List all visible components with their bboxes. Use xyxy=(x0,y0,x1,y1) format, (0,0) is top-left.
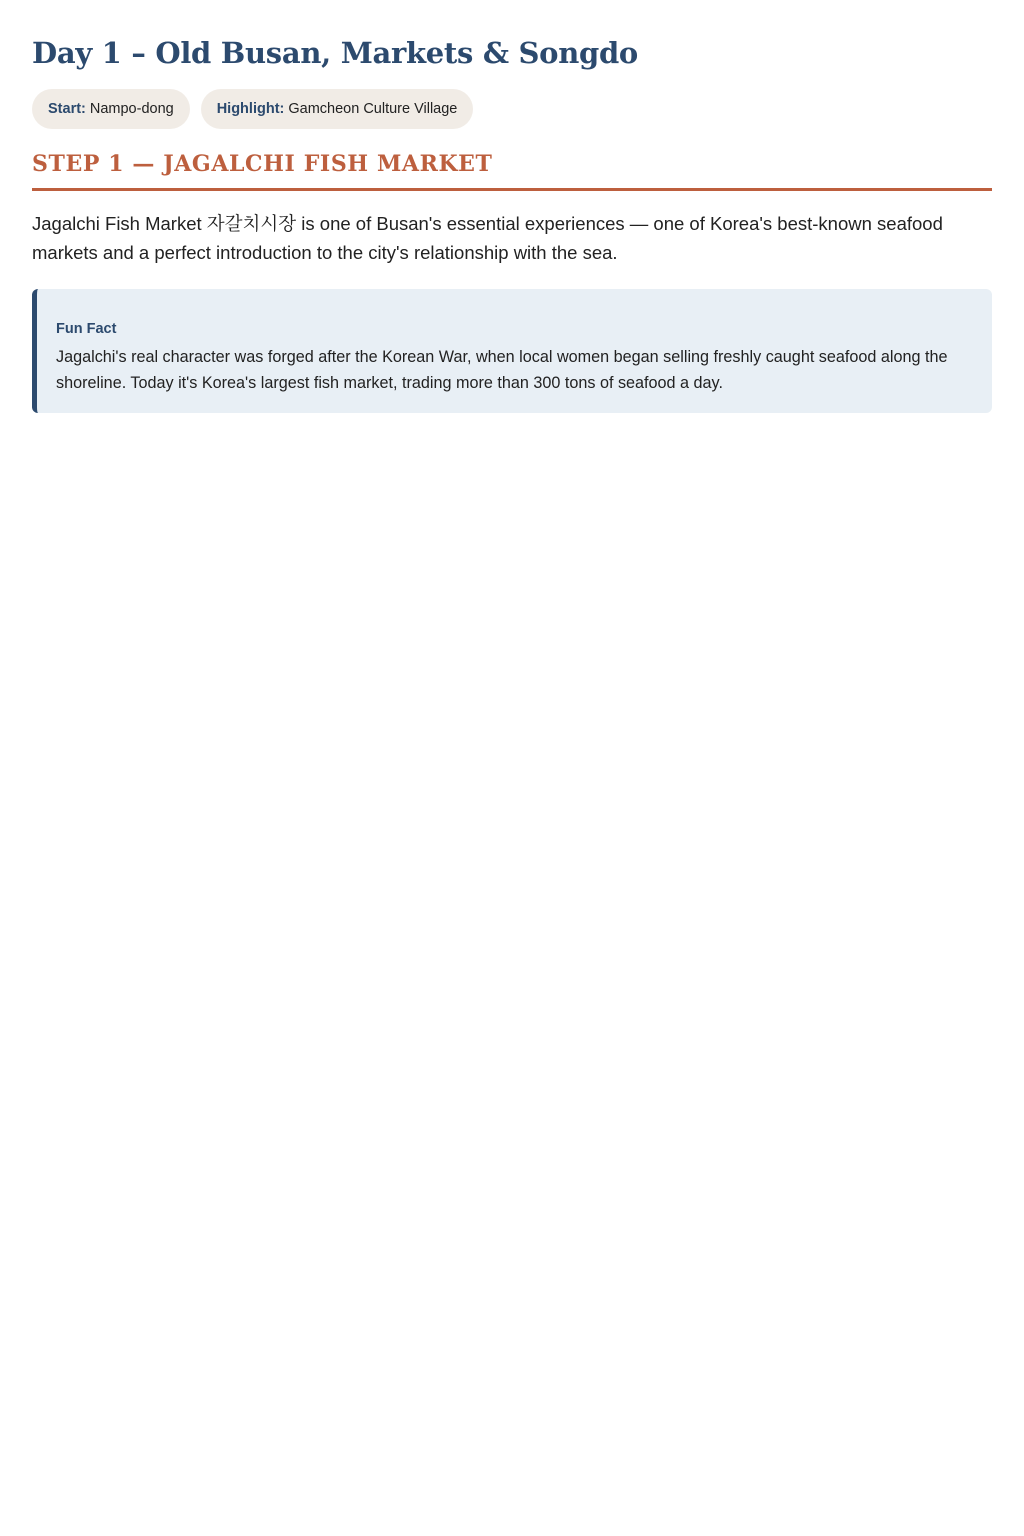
fun-fact-label: Fun Fact xyxy=(56,321,117,337)
step-intro-paragraph: Jagalchi Fish Market 자갈치시장 is one of Busan's essential experiences — one of Korea's best-known seafood markets and a perfect introduction to the city's relationship with the sea. xyxy=(32,213,943,263)
info-chips xyxy=(32,89,992,129)
fun-fact-box xyxy=(32,289,992,413)
step-title: STEP 1 — JAGALCHI FISH MARKET xyxy=(32,151,493,177)
start-chip-key: Start: xyxy=(48,101,86,117)
step-header xyxy=(32,149,992,191)
fun-fact-text: Jagalchi's real character was forged after the Korean War, when local women began selling freshly caught seafood along the shoreline. Today it's Korea's largest fish market, trading more than 300 tons of seafood a day. xyxy=(56,348,948,392)
day-title: Day 1 – Old Busan, Markets & Songdo xyxy=(32,36,638,70)
start-chip xyxy=(32,89,190,129)
highlight-chip-key: Highlight: xyxy=(216,101,285,117)
highlight-chip xyxy=(201,89,474,129)
start-chip-value: Nampo-dong xyxy=(89,101,174,117)
itinerary-page xyxy=(32,34,992,413)
highlight-chip-value: Gamcheon Culture Village xyxy=(288,101,458,117)
